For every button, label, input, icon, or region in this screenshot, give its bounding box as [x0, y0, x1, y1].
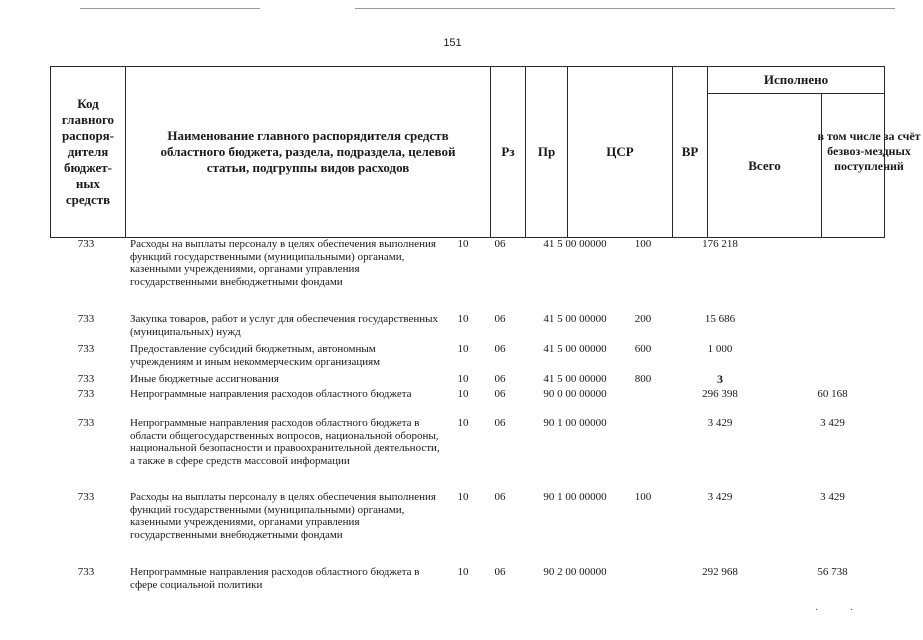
row-name: Расходы на выплаты персоналу в целях обеспечения выполнения функций государственными (муниципальными) органами, казенными учреждениями, органами управления государственными внебюджетными фондами — [130, 491, 436, 541]
row-rz: 10 — [457, 417, 469, 429]
row-incl: 3 429 — [820, 417, 845, 429]
row-name: Закупка товаров, работ и услуг для обеспечения государственных (муниципальных) нужд — [130, 313, 439, 338]
row-total: 3 429 — [707, 417, 733, 429]
row-total: 292 968 — [702, 566, 738, 578]
header-vr: ВР — [681, 144, 699, 159]
header-incl-text: в том числе за счёт безвоз-мездных поступлений — [817, 129, 921, 173]
row-rz: 10 — [457, 491, 469, 503]
row-name: Иные бюджетные ассигнования — [130, 373, 279, 385]
header-name: Наименование главного распорядителя средств областного бюджета, раздела, подраздела, целевой статьи, подгруппы видов расходов — [160, 128, 456, 175]
row-name: Расходы на выплаты персоналу в целях обеспечения выполнения функций государственными (муниципальными) органами, казенными учреждениями, органами управления государственными внебюджетными фондами — [130, 238, 436, 288]
row-vr: 200 — [634, 313, 652, 325]
row-csr: 41 5 00 00000 — [543, 313, 607, 325]
row-pr: 06 — [494, 491, 506, 503]
row-vr: 800 — [634, 373, 652, 385]
row-pr: 06 — [494, 238, 506, 250]
row-incl: 56 738 — [817, 566, 848, 578]
page-number: 151 — [443, 37, 462, 49]
row-code: 733 — [77, 373, 95, 385]
row-csr: 90 0 00 00000 — [543, 388, 607, 400]
row-rz: 10 — [457, 343, 469, 355]
row-name: Непрограммные направления расходов областного бюджета в области общегосударственных вопросов, национальной обороны, национальной безопасности и правоохранительной деятельности, а также в сфере средств массовой информации — [130, 417, 440, 467]
row-csr: 90 1 00 00000 — [543, 417, 607, 429]
row-total: 1 000 — [707, 343, 733, 355]
row-vr: 600 — [634, 343, 652, 355]
row-pr: 06 — [494, 313, 506, 325]
row-csr: 41 5 00 00000 — [543, 343, 607, 355]
row-code: 733 — [77, 566, 95, 578]
row-total: 3 429 — [707, 491, 733, 503]
row-rz: 10 — [457, 388, 469, 400]
row-csr: 41 5 00 00000 — [543, 238, 607, 250]
header-rz: Рз — [501, 144, 515, 159]
row-total: 3 — [717, 372, 723, 386]
row-incl: 60 168 — [817, 388, 848, 400]
row-rz: 10 — [457, 313, 469, 325]
row-csr: 90 2 00 00000 — [543, 566, 607, 578]
row-csr: 41 5 00 00000 — [543, 373, 607, 385]
row-name: Непрограммные направления расходов областного бюджета — [130, 388, 412, 400]
row-rz: 10 — [457, 566, 469, 578]
row-rz: 10 — [457, 373, 469, 385]
row-code: 733 — [77, 343, 95, 355]
header-total: Всего — [748, 157, 781, 173]
header-executed: Исполнено — [763, 72, 829, 87]
row-name: Непрограммные направления расходов областного бюджета в сфере социальной политики — [130, 566, 420, 591]
row-rz: 10 — [457, 238, 469, 250]
row-total: 15 686 — [704, 313, 736, 325]
header-csr: ЦСР — [606, 144, 634, 159]
row-pr: 06 — [494, 343, 506, 355]
row-total: 296 398 — [702, 388, 738, 400]
row-code: 733 — [77, 313, 95, 325]
row-vr: 100 — [634, 238, 652, 250]
row-name: Предоставление субсидий бюджетным, автономным учреждениям и иным некоммерческим организациям — [130, 343, 381, 368]
header-incl — [817, 93, 921, 238]
row-pr: 06 — [494, 373, 506, 385]
row-incl: 3 429 — [820, 491, 845, 503]
row-total: 176 218 — [702, 238, 738, 250]
header-code: Код главного распоря-дителя бюджет-ных средств — [61, 96, 115, 207]
row-code: 733 — [77, 417, 95, 429]
row-code: 733 — [77, 388, 95, 400]
table-header — [50, 66, 921, 238]
row-code: 733 — [77, 491, 95, 503]
row-pr: 06 — [494, 388, 506, 400]
row-csr: 90 1 00 00000 — [543, 491, 607, 503]
header-pr: Пр — [537, 144, 556, 159]
row-vr: 100 — [634, 491, 652, 503]
row-pr: 06 — [494, 417, 506, 429]
row-pr: 06 — [494, 566, 506, 578]
row-code: 733 — [77, 238, 95, 250]
